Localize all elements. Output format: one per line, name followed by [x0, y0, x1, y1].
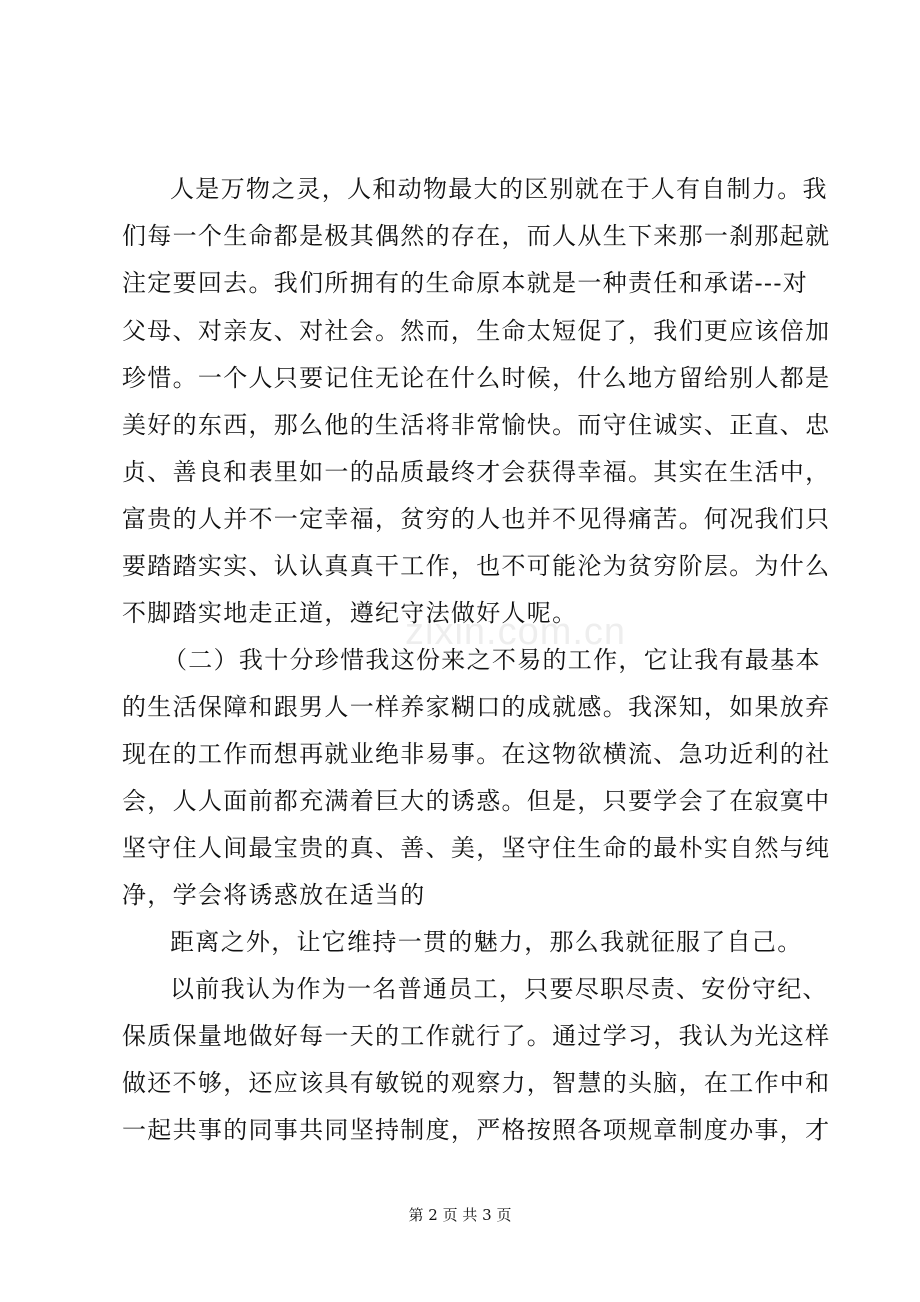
text-line: 珍惜。一个人只要记住无论在什么时候，什么地方留给别人都是 — [122, 364, 831, 392]
text-line: 一起共事的同事共同坚持制度，严格按照各项规章制度办事，才 — [122, 1116, 831, 1144]
text-line: 要踏踏实实、认认真真干工作，也不可能沦为贫穷阶层。为什么 — [122, 552, 831, 580]
text-line: 们每一个生命都是极其偶然的存在，而人从生下来那一刹那起就 — [122, 222, 831, 250]
text-line: 父母、对亲友、对社会。然而，生命太短促了，我们更应该倍加 — [122, 317, 831, 345]
page-footer: 第 2 页 共 3 页 — [408, 1206, 512, 1224]
text-line: 的生活保障和跟男人一样养家糊口的成就感。我深知，如果放弃 — [122, 693, 831, 721]
watermark: zixin.com.cn — [405, 611, 627, 653]
text-line: 会，人人面前都充满着巨大的诱惑。但是，只要学会了在寂寞中 — [122, 787, 831, 815]
text-line: 距离之外，让它维持一贯的魅力，那么我就征服了自己。 — [170, 928, 803, 956]
text-line: 注定要回去。我们所拥有的生命原本就是一种责任和承诺---对 — [122, 269, 809, 297]
text-line: 以前我认为作为一名普通员工，只要尽职尽责、安份守纪、 — [170, 975, 828, 1003]
text-line: 贞、善良和表里如一的品质最终才会获得幸福。其实在生活中， — [122, 458, 831, 486]
text-line: 富贵的人并不一定幸福，贫穷的人也并不见得痛苦。何况我们只 — [122, 505, 831, 533]
text-line: 坚守住人间最宝贵的真、善、美，坚守住生命的最朴实自然与纯 — [122, 834, 831, 862]
text-line: 保质保量地做好每一天的工作就行了。通过学习，我认为光这样 — [122, 1022, 831, 1050]
text-line: 做还不够，还应该具有敏锐的观察力，智慧的头脑，在工作中和 — [122, 1069, 831, 1097]
text-line: 不脚踏实地走正道，遵纪守法做好人呢。 — [122, 599, 578, 627]
text-line: 现在的工作而想再就业绝非易事。在这物欲横流、急功近利的社 — [122, 740, 831, 768]
text-line: 净，学会将诱惑放在适当的 — [122, 881, 426, 909]
text-line: 美好的东西，那么他的生活将非常愉快。而守住诚实、正直、忠 — [122, 411, 831, 439]
text-line: （二）我十分珍惜我这份来之不易的工作，它让我有最基本 — [163, 646, 821, 674]
text-line: 人是万物之灵，人和动物最大的区别就在于人有自制力。我 — [170, 175, 828, 203]
